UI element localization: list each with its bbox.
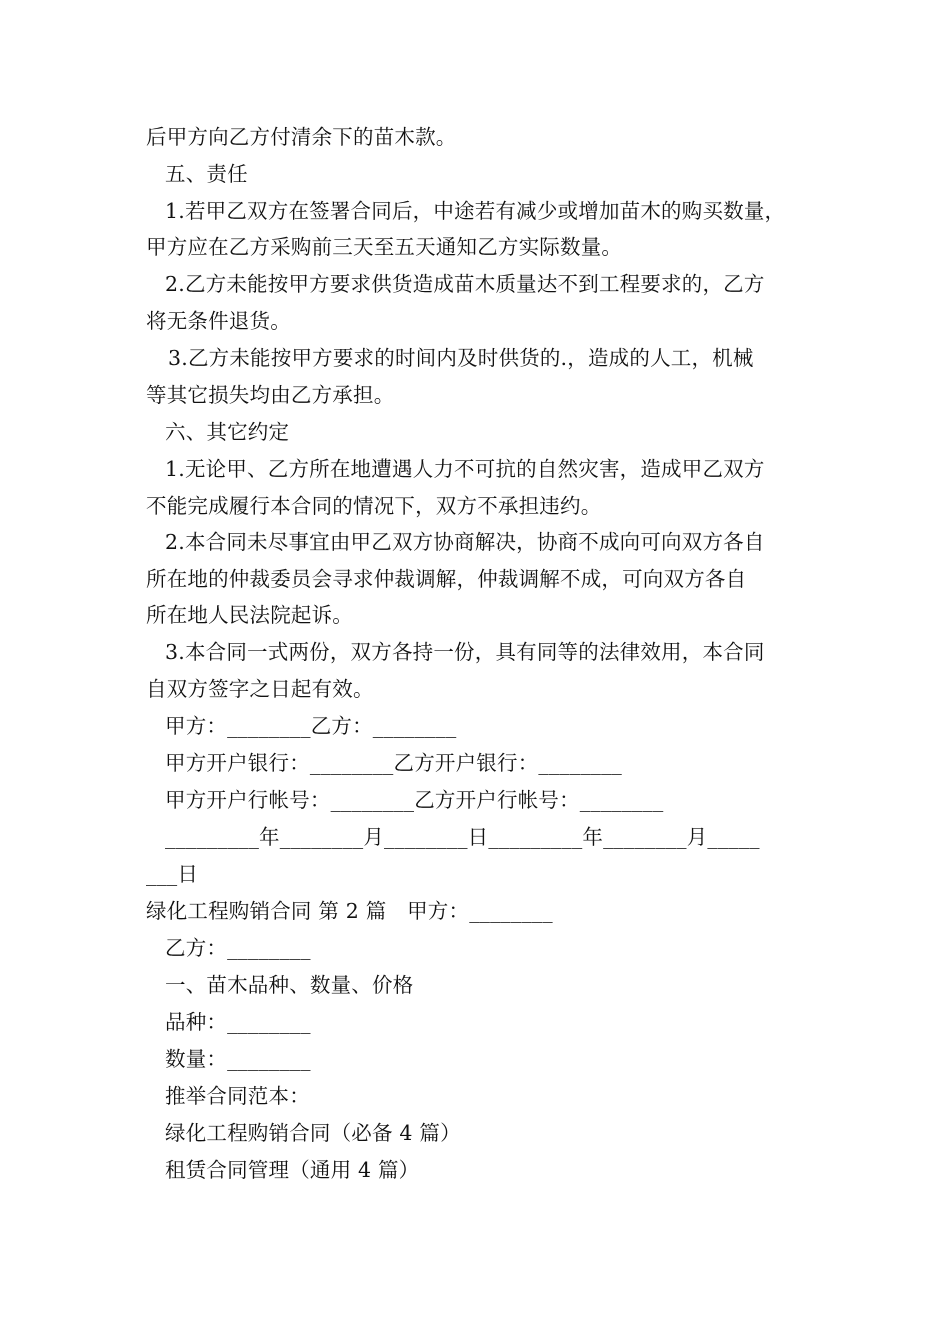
section-heading: 五、责任 — [165, 162, 248, 186]
text-line: 品种：________ — [165, 1010, 311, 1034]
recommend-link[interactable]: 绿化工程购销合同（必备 4 篇） — [165, 1121, 461, 1145]
recommend-link[interactable]: 租赁合同管理（通用 4 篇） — [165, 1158, 420, 1182]
account-line: 甲方开户行帐号：________乙方开户行帐号：________ — [165, 788, 664, 812]
text-line: 2.本合同未尽事宜由甲乙双方协商解决，协商不成向可向双方各自 — [165, 530, 765, 554]
section-heading: 一、苗木品种、数量、价格 — [165, 973, 414, 997]
date-line: _________年________月________日_________年________月_____ — [165, 825, 760, 849]
contract-title-line: 绿化工程购销合同 第 2 篇 甲方：________ — [146, 899, 553, 923]
text-line: 自双方签字之日起有效。 — [146, 677, 374, 701]
text-line: 1.无论甲、乙方所在地遭遇人力不可抗的自然灾害，造成甲乙双方 — [165, 457, 765, 481]
text-line: 1.若甲乙双方在签署合同后，中途若有减少或增加苗木的购买数量， — [165, 199, 786, 223]
date-line: ___日 — [146, 862, 199, 886]
text-line: 甲方应在乙方采购前三天至五天通知乙方实际数量。 — [146, 235, 623, 259]
text-line: 3.本合同一式两份，双方各持一份，具有同等的法律效用，本合同 — [165, 640, 765, 664]
text-line: 数量：________ — [165, 1047, 311, 1071]
signature-line: 甲方：________乙方：________ — [165, 714, 457, 738]
section-heading: 六、其它约定 — [165, 420, 290, 444]
recommend-heading: 推举合同范本： — [165, 1084, 310, 1108]
text-line: 乙方：________ — [165, 936, 311, 960]
bank-line: 甲方开户银行：________乙方开户银行：________ — [165, 751, 622, 775]
text-line: 后甲方向乙方付清余下的苗木款。 — [146, 125, 457, 149]
text-line: 将无条件退货。 — [146, 309, 291, 333]
text-line: 所在地的仲裁委员会寻求仲裁调解，仲裁调解不成，可向双方各自 — [146, 567, 747, 591]
text-line: 所在地人民法院起诉。 — [146, 603, 353, 627]
text-line: 3.乙方未能按甲方要求的时间内及时供货的.，造成的人工，机械 — [168, 346, 754, 370]
text-line: 不能完成履行本合同的情况下，双方不承担违约。 — [146, 494, 602, 518]
text-line: 2.乙方未能按甲方要求供货造成苗木质量达不到工程要求的，乙方 — [165, 272, 765, 296]
text-line: 等其它损失均由乙方承担。 — [146, 383, 395, 407]
